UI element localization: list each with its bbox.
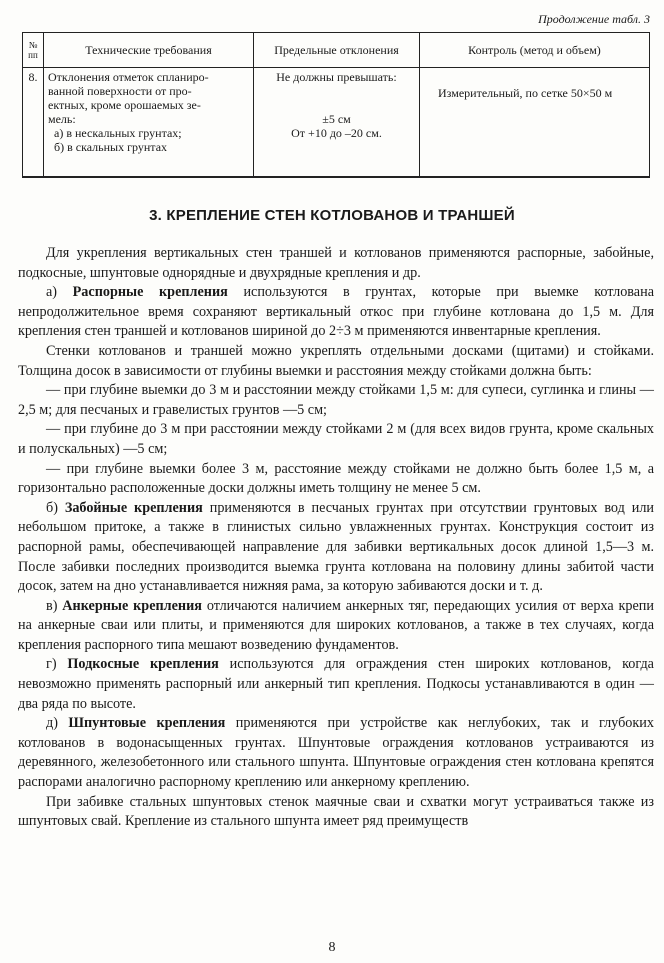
table-header-row — [23, 33, 650, 68]
requirement-line: Отклонения отметок спланиро- — [48, 70, 209, 84]
term-bold: Забойные крепления — [64, 499, 203, 516]
term-bold: Распорные крепления — [72, 284, 228, 301]
body-text — [18, 244, 654, 832]
deviation-title: Не должны превышать: — [276, 70, 397, 84]
paragraph: Для укрепления вертикальных стен траншей и котлованов применяются распорные, забойные, подкосные, шпунтовые однорядные и двухрядные крепления и др. — [18, 245, 654, 281]
paragraph: в) Анкерные крепления отличаются наличием анкерных тяг, передающих усилия от верха крепи на анкерные сваи или плиты, и применяются для широких котлованов, а также в тех случаях, когда крепления распорного типа мешают возведению фундаментов. — [18, 597, 654, 653]
list-item: — при глубине выемки более 3 м, расстояние между стойками не должно быть более 1,5 м, а горизонтально расположенные доски должны иметь толщину не менее 5 см. — [18, 460, 654, 497]
requirements-table — [22, 32, 650, 178]
list-item: — при глубине выемки до 3 м и расстоянии между стойками 1,5 м: для супеси, суглинка и глины —2,5 м; для песчаных и гравелистых грунтов —5 см; — [18, 382, 654, 418]
term-bold: Шпунтовые крепления — [68, 715, 226, 732]
control-cell — [420, 68, 650, 178]
row-number: 8. — [23, 68, 44, 178]
list-item: — при глубине до 3 м при расстоянии между стойками 2 м (для всех видов грунта, кроме скальных и полускальных) —5 см; — [18, 421, 654, 457]
paragraph: д) Шпунтовые крепления применяются при устройстве как неглубоких, так и глубоких котлованов в водонасыщенных грунтах. Шпунтовые ограждения котлованов устраиваются из деревянного, железобетонного или стального шпунта. Шпунтовые ограждения стен котлована крепятся распорами аналогично распорному креплению или анкерному креплению. — [18, 715, 654, 791]
column-header-requirements: Технические требования — [44, 33, 254, 68]
term-bold: Анкерные крепления — [62, 597, 202, 614]
paragraph: б) Забойные крепления применяются в песчаных грунтах при отсутствии грунтовых вод или небольшом притоке, а также в глинистых сильно увлажненных грунтах. Конструкция состоит из распорной рамы, обеспечивающей направление для забивки вертикальных досок длиной 1,5—3 м. После забивки последних производится выемка грунта котлована на половину длины забитой части досок, затем на дно устанавливается нижняя рама, за которую забиваются доски и т. д. — [18, 499, 654, 595]
column-header-deviations: Предельные отклонения — [254, 33, 420, 68]
paragraph: г) Подкосные крепления используются для ограждения стен широких котлованов, когда невозможно применять распорный или анкерный тип крепления. Подкосы устанавливаются в один — два ряда по высоте. — [18, 656, 654, 712]
paragraph: При забивке стальных шпунтовых стенок маячные сваи и схватки могут устраиваться также из шпунтовых свай. Крепление из стального шпунта имеет ряд преимуществ — [18, 793, 654, 830]
term-bold: Подкосные крепления — [67, 656, 219, 673]
deviation-b: От +10 до –20 см. — [291, 126, 382, 140]
table-continuation-label: Продолжение табл. 3 — [538, 12, 650, 26]
requirement-line: ектных, кроме орошаемых зе- — [48, 98, 201, 112]
requirement-line: мель: — [48, 112, 76, 126]
paragraph: а) Распорные крепления используются в грунтах, которые при выемке котлована непродолжительное время сохраняют вертикальный откос при глубине котлована до 1,5 м. Для крепления стен траншей и котлованов шириной до 2÷3 м применяются инвентарные крепления. — [18, 284, 654, 340]
control-method: Измерительный, по сетке 50×50 м — [438, 86, 613, 100]
deviation-cell — [254, 68, 420, 178]
requirement-cell — [44, 68, 254, 178]
table-row — [23, 68, 650, 178]
requirement-line: ванной поверхности от про- — [48, 84, 192, 98]
column-header-number: № пп — [23, 33, 44, 68]
requirement-line: а) в нескальных грунтах; — [54, 126, 182, 140]
section-title: 3. КРЕПЛЕНИЕ СТЕН КОТЛОВАНОВ И ТРАНШЕЙ — [149, 207, 515, 224]
deviation-a: ±5 см — [322, 112, 351, 126]
page-number: 8 — [328, 940, 336, 955]
requirement-line: б) в скальных грунтах — [54, 140, 168, 154]
column-header-control: Контроль (метод и объем) — [420, 33, 650, 68]
paragraph: Стенки котлованов и траншей можно укреплять отдельными досками (щитами) и стойками. Толщина досок в зависимости от глубины выемки и расстояния между стойками должна быть: — [18, 342, 654, 379]
